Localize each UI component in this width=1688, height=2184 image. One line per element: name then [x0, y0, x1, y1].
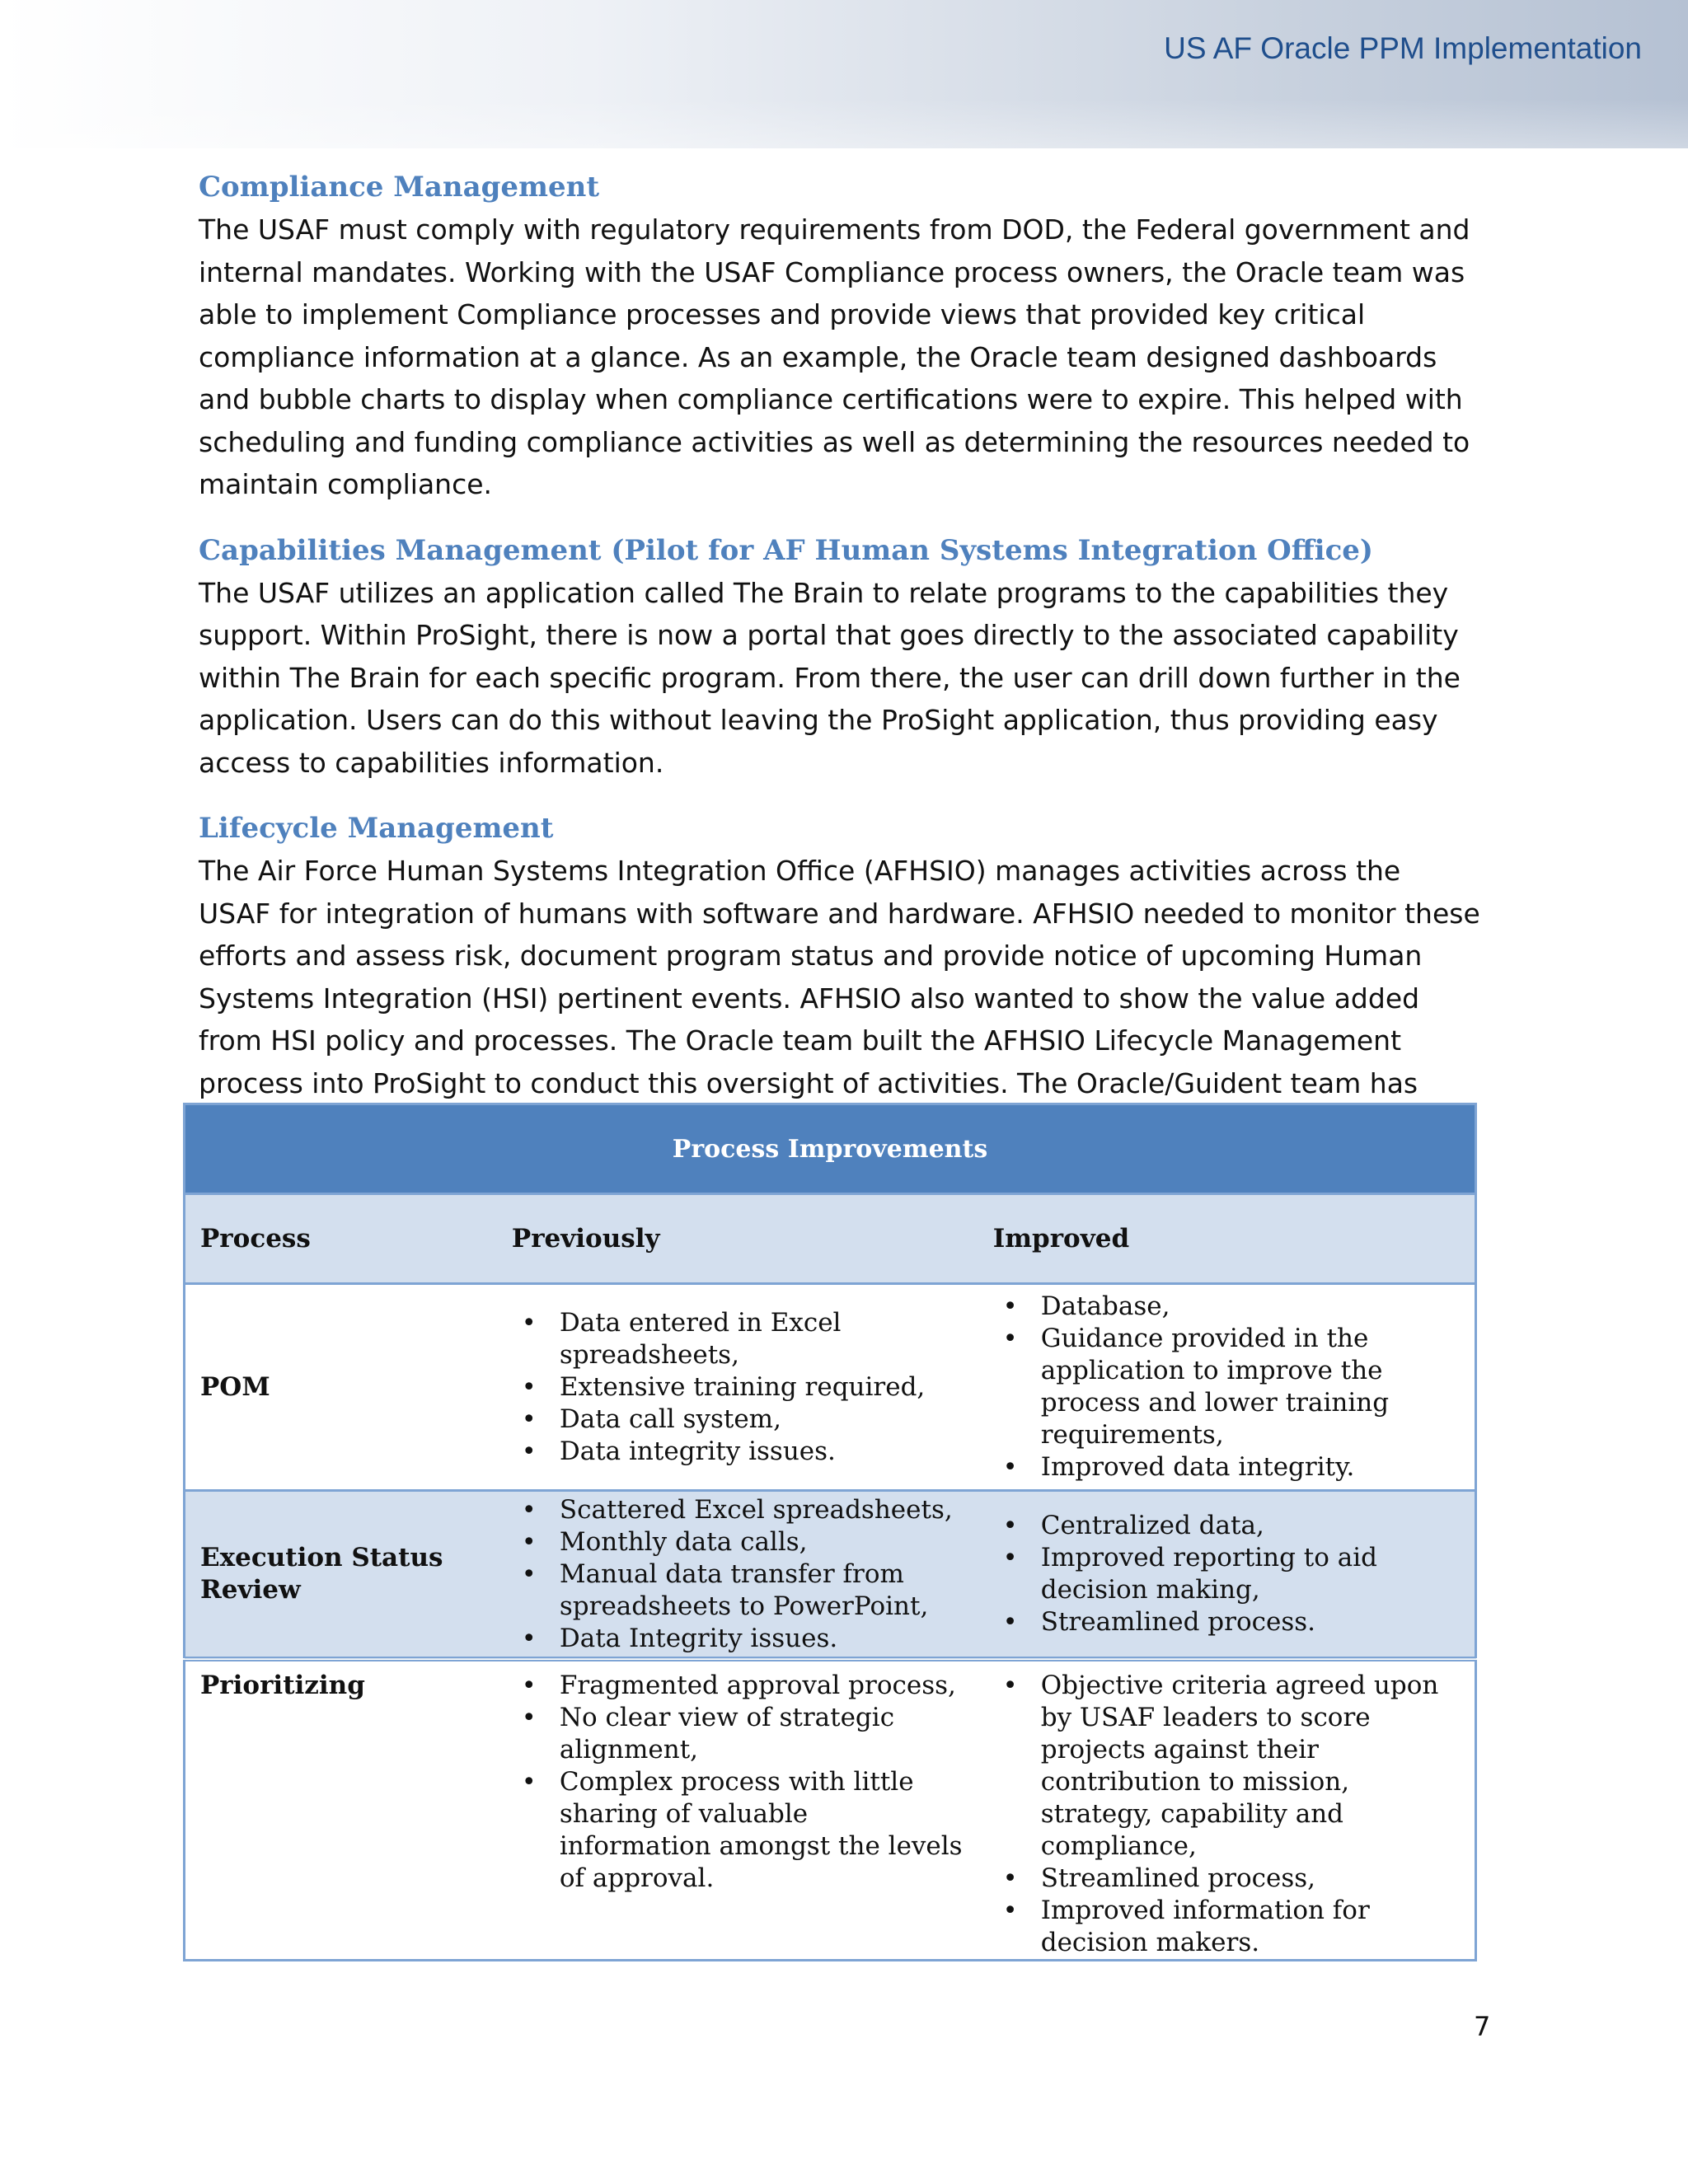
- section-body-lifecycle: The Air Force Human Systems Integration Office (AFHSIO) manages activities across the USAF for integration of humans with software and hardware. AFHSIO needed to monitor these efforts and assess risk, document program status and provide notice of upcoming Human Systems Integration (HSI) pertinent events. AFHSIO also wanted to show the value added from HSI policy and processes. The Oracle team built the AFHSIO Lifecycle Management process into ProSight to conduct this oversight of activities. The Oracle/Guident team has: [199, 855, 1480, 1099]
- list-item: • Monthly data calls,: [560, 1526, 964, 1558]
- improved-cell: [978, 1284, 1476, 1491]
- list-item: • Improved data integrity.: [1041, 1451, 1460, 1483]
- list-item: • Centralized data,: [1041, 1510, 1460, 1542]
- column-header-process: Process: [185, 1194, 497, 1284]
- page-number: 7: [1474, 2011, 1491, 2042]
- improved-list: [993, 1291, 1460, 1483]
- process-improvements-table: [183, 1103, 1477, 1961]
- document-body: [199, 169, 1480, 1216]
- list-item: • Scattered Excel spreadsheets,: [560, 1494, 964, 1526]
- list-item: • Fragmented approval process,: [560, 1670, 964, 1702]
- list-item: • Database,: [1041, 1291, 1460, 1323]
- previously-list: [512, 1670, 964, 1895]
- process-cell: POM: [185, 1284, 497, 1491]
- list-item: • Data Integrity issues.: [560, 1623, 964, 1655]
- page-header: [0, 0, 1688, 148]
- list-item: • No clear view of strategic alignment,: [560, 1702, 964, 1766]
- list-item: • Guidance provided in the application to improve the process and lower training requirements,: [1041, 1323, 1460, 1451]
- document-title: US AF Oracle PPM Implementation: [1164, 31, 1642, 65]
- list-item: • Streamlined process.: [1041, 1606, 1460, 1638]
- table-caption: Process Improvements: [185, 1104, 1476, 1194]
- section-body-capabilities: The USAF utilizes an application called The Brain to relate programs to the capabilities they support. Within ProSight, there is now a portal that goes directly to the associated capability within The Brain for each specific program. From there, the user can drill down further in the application. Users can do this without leaving the ProSight application, thus providing easy access to capabilities information.: [199, 576, 1461, 779]
- table-row: [185, 1659, 1476, 1961]
- list-item: • Manual data transfer from spreadsheets to PowerPoint,: [560, 1558, 964, 1623]
- list-item: • Data entered in Excel spreadsheets,: [560, 1307, 964, 1371]
- table-row: [185, 1284, 1476, 1491]
- list-item: • Complex process with little sharing of valuable information amongst the levels of approval.: [560, 1766, 964, 1895]
- improved-cell: [978, 1491, 1476, 1660]
- previously-cell: [497, 1284, 978, 1491]
- section-heading-lifecycle: Lifecycle Management: [199, 812, 554, 845]
- improved-list: [993, 1670, 1460, 1959]
- previously-list: [512, 1307, 964, 1468]
- list-item: • Objective criteria agreed upon by USAF leaders to score projects against their contribution to mission, strategy, capability and compliance,: [1041, 1670, 1460, 1863]
- list-item: • Improved information for decision makers.: [1041, 1895, 1460, 1959]
- list-item: • Streamlined process,: [1041, 1863, 1460, 1895]
- list-item: • Data integrity issues.: [560, 1436, 964, 1468]
- section-heading-capabilities: Capabilities Management (Pilot for AF Human Systems Integration Office): [199, 533, 1373, 567]
- table-row: [185, 1491, 1476, 1660]
- improved-cell: [978, 1659, 1476, 1961]
- process-cell: Execution Status Review: [185, 1491, 497, 1660]
- section-heading-compliance: Compliance Management: [199, 171, 600, 204]
- previously-list: [512, 1494, 964, 1655]
- previously-cell: [497, 1659, 978, 1961]
- list-item: • Improved reporting to aid decision making,: [1041, 1542, 1460, 1606]
- column-header-previously: Previously: [497, 1194, 978, 1284]
- previously-cell: [497, 1491, 978, 1660]
- table-header-row: [185, 1194, 1476, 1284]
- improved-list: [993, 1510, 1460, 1638]
- list-item: • Data call system,: [560, 1404, 964, 1436]
- column-header-improved: Improved: [978, 1194, 1476, 1284]
- process-cell: Prioritizing: [185, 1659, 497, 1961]
- list-item: • Extensive training required,: [560, 1371, 964, 1404]
- section-body-compliance: The USAF must comply with regulatory requirements from DOD, the Federal government and internal mandates. Working with the USAF Compliance process owners, the Oracle team was able to implement Compliance processes and provide views that provided key critical compliance information at a glance. As an example, the Oracle team designed dashboards and bubble charts to display when compliance certifications were to expire. This helped with scheduling and funding compliance activities as well as determining the resources needed to maintain compliance.: [199, 213, 1470, 500]
